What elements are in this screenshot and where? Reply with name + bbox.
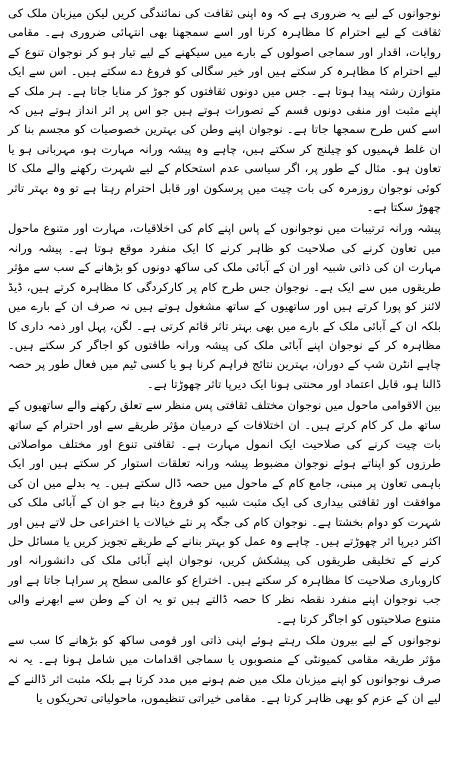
paragraph-1: نوجوانوں کے لیے یہ ضروری ہے کہ وہ اپنی ثقافت کی نمائندگی کریں لیکن میزبان ملک کی ثقافت کے لیے احترام کا مظاہرہ کرنا اور اسے سمجھنا بھی انتہائی ضروری ہے۔ مقامی روایات، اقدار اور سماجی اصولوں کے بارے میں سیکھنے کے لیے تیار ہو کر نوجوان تنوع کے لیے احترام کا مظاہرہ کر سکتے ہیں اور خیر سگالی کو فروغ دے سکتے ہیں۔ اس سے ایک متوازن رشتہ پیدا ہوتا ہے۔ جس میں دونوں ثقافتوں کو جوڑ کر منایا جاتا ہے۔ ہر ملک کے اپنے مثبت اور منفی دونوں قسم کے تصورات ہوتے ہیں جو اس پر اثر انداز ہوتے ہیں کہ اسے کس طرح سمجھا جاتا ہے۔ نوجوان اپنے وطن کی بہترین خصوصیات کو مجسم بنا کر ان غلط فہمیوں کو چیلنج کر سکتے ہیں، چاہے وہ پیشہ ورانہ مہارت ہو، مہربانی ہو یا تعاون ہو۔ مثال کے طور پر، اگر سیاسی عدم استحکام کے لیے شہرت رکھنے والے ملک کا کوئی نوجوان روزمرہ کی بات چیت میں پرسکون اور قابل احترام رہتا ہے تو وہ بہتر تاثر چھوڑ سکتا ہے۔ <box>8 6 441 215</box>
paragraph-2: پیشہ ورانہ ترتیبات میں نوجوانوں کے پاس اپنے کام کی اخلاقیات، مہارت اور متنوع ماحول میں تعاون کرنے کی صلاحیت کو ظاہر کرنے کا ایک منفرد موقع ہوتا ہے۔ پیشہ ورانہ مہارت ان کی ذاتی شبیہ اور ان کے آبائی ملک کی ساکھ دونوں کو بڑھانے کے سب سے مؤثر طریقوں میں سے ایک ہے۔ نوجوان جس طرح کام پر کارکردگی کا مظاہرہ کرتے ہیں، ڈیڈ لائنز کو پورا کرتے ہیں اور ساتھیوں کے ساتھ مشغول ہوتے ہیں نہ صرف ان کے بارے میں بلکہ ان کے آبائی ملک کے بارے میں بھی بہتر تاثر قائم کرتی ہے۔ لگن، پہل اور ذمہ داری کا مظاہرہ کر کے نوجوان اپنے آبائی ملک کی پیشہ ورانہ طاقتوں کو اجاگر کر سکتے ہیں۔ چاہے انٹرن شپ کے دوران، بہترین نتائج فراہم کرنا ہو یا کسی ٹیم میں فعال طور پر حصہ ڈالنا ہو، قابل اعتماد اور محنتی ہونا ایک دیرپا تاثر چھوڑتا ہے۔ <box>8 221 441 391</box>
paragraph-3: بین الاقوامی ماحول میں نوجوان مختلف ثقافتی پس منظر سے تعلق رکھنے والے ساتھیوں کے ساتھ مل کر کام کرتے ہیں۔ ان اختلافات کے درمیان مؤثر طریقے سے اور احترام کے ساتھ بات چیت کرنے کی صلاحیت ایک انمول مہارت ہے۔ ثقافتی تنوع اور مختلف مواصلاتی طرزوں کو اپناتے ہوئے نوجوان مضبوط پیشہ ورانہ تعلقات استوار کر سکتے ہیں اور ایک باہمی تعاون پر مبنی، جامع کام کے ماحول میں حصہ ڈال سکتے ہیں۔ یہ بدلے میں ان کی موافقت اور ثقافتی بیداری کی ایک مثبت شبیہ کو فروغ دیتا ہے جو ان کے آبائی ملک کی شہرت کو دوام بخشتا ہے۔ نوجوان کام کی جگہ پر نئے خیالات یا اختراعی حل لاتے ہیں اور اکثر دیرپا اثر چھوڑتے ہیں۔ چاہے وہ عمل کو بہتر بنانے کے طریقے تجویز کریں یا مسائل حل کرنے کے تخلیقی طریقوں کی پیشکش کریں، نوجوان اپنے آبائی ملک کی دانشورانہ اور کاروباری صلاحیت کا مظاہرہ کر سکتے ہیں۔ اختراع کو عالمی سطح پر سراہا جاتا ہے اور جب نوجوان اپنے منفرد نقطہ نظر کا حصہ ڈالتے ہیں تو یہ ان کے وطن سے ابھرنے والی متنوع صلاحیتوں کو اجاگر کرتا ہے۔ <box>8 398 441 626</box>
paragraph-4: نوجوانوں کے لیے بیرون ملک رہتے ہوئے اپنی ذاتی اور قومی ساکھ کو بڑھانے کا سب سے مؤثر طریقہ مقامی کمیونٹی کے منصوبوں یا سماجی اقدامات میں شامل ہونا ہے۔ یہ نہ صرف نوجوانوں کو اپنے میزبان ملک میں ضم ہونے میں مدد کرتا ہے بلکہ مثبت اثر ڈالنے کے لیے ان کے عزم کو بھی ظاہر کرتا ہے۔ مقامی خیراتی تنظیموں، ماحولیاتی تحریکوں یا <box>8 633 441 706</box>
